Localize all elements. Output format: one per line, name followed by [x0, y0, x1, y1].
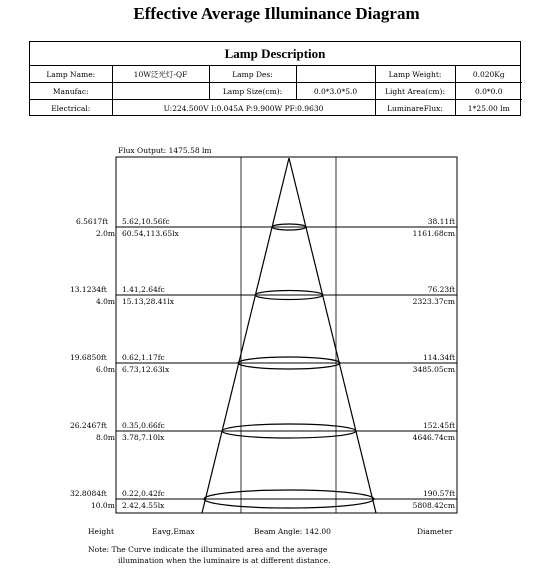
light-area-label: Light Area(cm): [375, 83, 455, 100]
level-eavg-fc-10m: 0.22,0.42fc [122, 489, 165, 498]
level-diam-cm-8m: 4646.74cm [412, 433, 455, 442]
level-eavg-lx-10m: 2.42,4.55lx [122, 501, 165, 510]
lamp-des-label: Lamp Des: [209, 66, 296, 83]
diagram-frame [116, 157, 457, 513]
level-eavg-fc-8m: 0.35,0.66fc [122, 421, 165, 430]
level-height-10m: 10.0m [91, 501, 115, 510]
lamp-description-header: Lamp Description [224, 46, 326, 61]
level-diam-ft-2m: 38.11ft [427, 217, 455, 226]
level-ft-4m: 13.1234ft [70, 285, 107, 294]
manufac-label: Manufac: [30, 83, 112, 100]
height-column-label: Height [88, 527, 115, 536]
electrical-label: Electrical: [30, 100, 112, 117]
level-eavg-fc-4m: 1.41,2.64fc [122, 285, 165, 294]
lamp-name-label: Lamp Name: [30, 66, 112, 83]
lamp-name-value: 10W泛光灯-QF [112, 66, 209, 83]
electrical-value: U:224.500V I:0.045A P:9.900W PF:0.9630 [112, 100, 375, 117]
level-height-2m: 2.0m [96, 229, 116, 238]
level-diam-ft-6m: 114.34ft [422, 353, 455, 362]
level-eavg-fc-6m: 0.62,1.17fc [122, 353, 165, 362]
lamp-size-label: Lamp Size(cm): [209, 83, 296, 100]
beam-angle-label: Beam Angle: 142.00 [254, 527, 331, 536]
luminare-flux-value: 1*25.00 lm [455, 100, 522, 117]
lamp-weight-value: 0.020Kg [455, 66, 522, 83]
page-title: Effective Average Illuminance Diagram [133, 4, 420, 23]
level-eavg-lx-4m: 15.13,28.41lx [122, 297, 174, 306]
lamp-size-value: 0.0*3.0*5.0 [296, 83, 375, 100]
level-height-8m: 8.0m [96, 433, 116, 442]
note-line-2: illumination when the luminaire is at different distance. [118, 556, 331, 565]
level-diam-cm-4m: 2323.37cm [412, 297, 455, 306]
level-height-6m: 6.0m [96, 365, 116, 374]
luminare-flux-label: LuminareFlux: [375, 100, 455, 117]
level-eavg-fc-2m: 5.62,10.56fc [122, 217, 170, 226]
level-diam-ft-4m: 76.23ft [427, 285, 455, 294]
lamp-weight-label: Lamp Weight: [375, 66, 455, 83]
beam-left-edge [202, 158, 289, 513]
level-ft-10m: 32.8084ft [70, 489, 107, 498]
level-diam-ft-10m: 190.57ft [422, 489, 455, 498]
level-ft-2m: 6.5617ft [76, 217, 109, 226]
level-height-4m: 4.0m [96, 297, 116, 306]
level-eavg-lx-6m: 6.73,12.63lx [122, 365, 170, 374]
light-area-value: 0.0*0.0 [455, 83, 522, 100]
level-diam-cm-6m: 3485.05cm [412, 365, 455, 374]
beam-right-edge [289, 158, 376, 513]
level-eavg-lx-2m: 60.54,113.65lx [122, 229, 179, 238]
level-ft-6m: 19.6850ft [70, 353, 107, 362]
level-diam-ft-8m: 152.45ft [422, 421, 455, 430]
level-diam-cm-10m: 5808.42cm [412, 501, 455, 510]
level-ft-8m: 26.2467ft [70, 421, 107, 430]
level-diam-cm-2m: 1161.68cm [412, 229, 455, 238]
flux-output-label: Flux Output: 1475.58 lm [118, 146, 212, 155]
level-eavg-lx-8m: 3.78,7.10lx [122, 433, 165, 442]
note-line-1: Note: The Curve indicate the illuminated area and the average [88, 545, 328, 554]
eavg-column-label: Eavg,Emax [152, 527, 195, 536]
diameter-column-label: Diameter [417, 527, 453, 536]
